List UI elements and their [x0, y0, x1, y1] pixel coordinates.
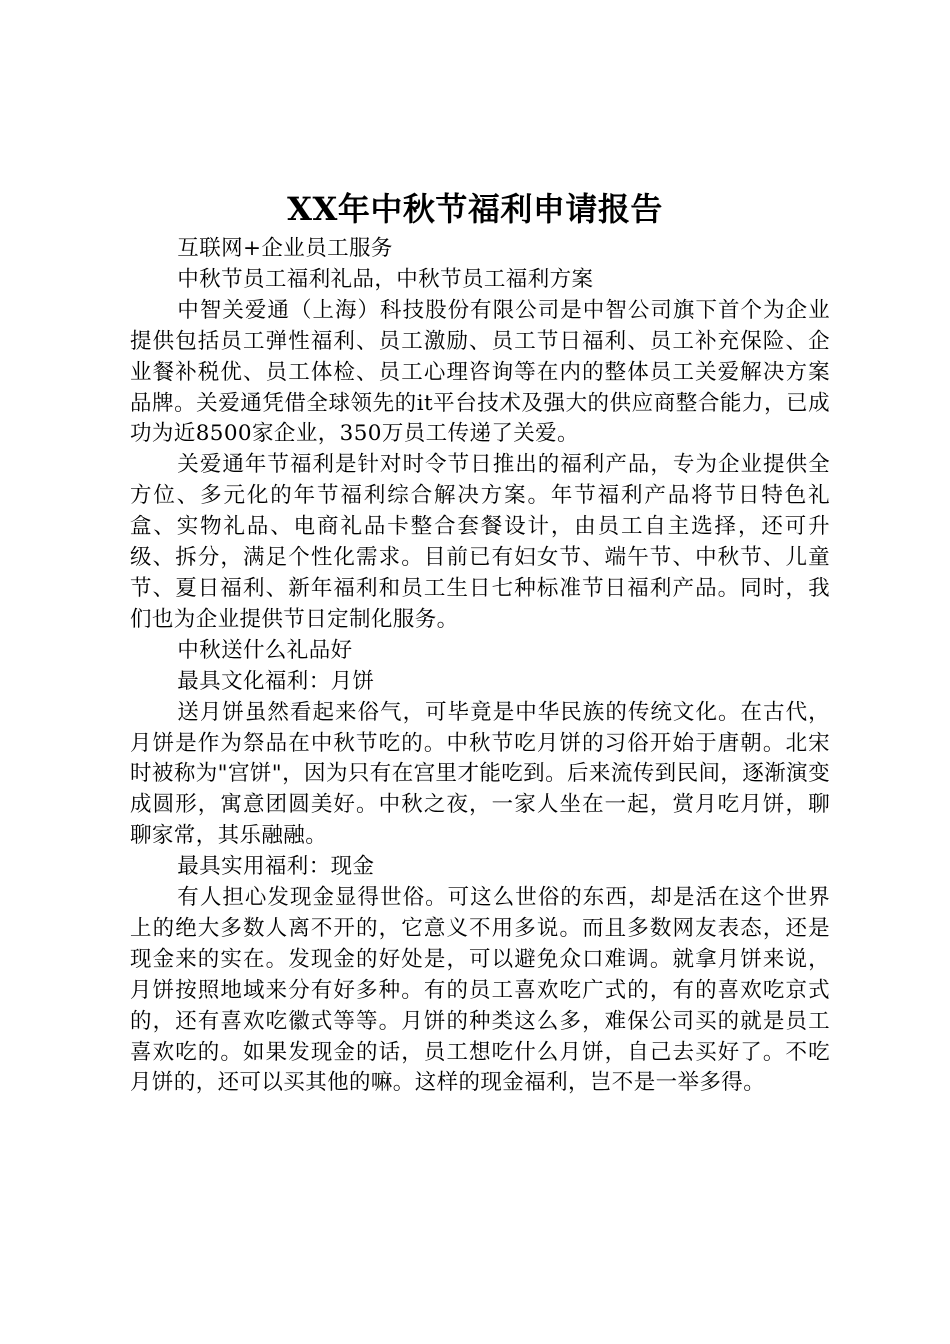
paragraph-heading-cash: 最具实用福利：现金: [177, 854, 375, 880]
paragraph-mooncake-culture: 送月饼虽然看起来俗气，可毕竟是中华民族的传统文化。在古代，月饼是作为祭品在中秋节吃的。中秋节吃月饼的习俗开始于唐朝。北宋时被称为"宫饼"，因为只有在宫里才能吃到。后来流传到民间，逐渐演变成圆形，寓意团圆美好。中秋之夜，一家人坐在一起，赏月吃月饼，聊聊家常，其乐融融。: [130, 699, 830, 849]
paragraph-festival-welfare: 关爱通年节福利是针对时令节日推出的福利产品，专为企业提供全方位、多元化的年节福利综合解决方案。年节福利产品将节日特色礼盒、实物礼品、电商礼品卡整合套餐设计，由员工自主选择，还可升级、拆分，满足个性化需求。目前已有妇女节、端午节、中秋节、儿童节、夏日福利、新年福利和员工生日七种标准节日福利产品。同时，我们也为企业提供节日定制化服务。: [130, 452, 830, 632]
paragraph-company-intro: 中智关爱通（上海）科技股份有限公司是中智公司旗下首个为企业提供包括员工弹性福利、员工激励、员工节日福利、员工补充保险、企业餐补税优、员工体检、员工心理咨询等在内的整体员工关爱解决方案品牌。关爱通凭借全球领先的it平台技术及强大的供应商整合能力，已成功为近8500家企业，350万员工传递了关爱。: [130, 297, 830, 447]
paragraph-subtitle-service: 互联网+企业员工服务: [177, 236, 393, 261]
paragraph-heading-gift-question: 中秋送什么礼品好: [177, 637, 353, 663]
document-title: XX年中秋节福利申请报告: [287, 190, 663, 228]
paragraph-heading-mooncake: 最具文化福利：月饼: [177, 668, 375, 694]
paragraph-subtitle-gifts: 中秋节员工福利礼品，中秋节员工福利方案: [177, 266, 594, 292]
document-body: [130, 234, 830, 1099]
paragraph-cash-benefit: 有人担心发现金显得世俗。可这么世俗的东西，却是活在这个世界上的绝大多数人离不开的，它意义不用多说。而且多数网友表态，还是现金来的实在。发现金的好处是，可以避免众口难调。就拿月饼来说，月饼按照地域来分有好多种。有的员工喜欢吃广式的，有的喜欢吃京式的，还有喜欢吃徽式等等。月饼的种类这么多，难保公司买的就是员工喜欢吃的。如果发现金的话，员工想吃什么月饼，自己去买好了。不吃月饼的，还可以买其他的嘛。这样的现金福利，岂不是一举多得。: [130, 885, 830, 1096]
